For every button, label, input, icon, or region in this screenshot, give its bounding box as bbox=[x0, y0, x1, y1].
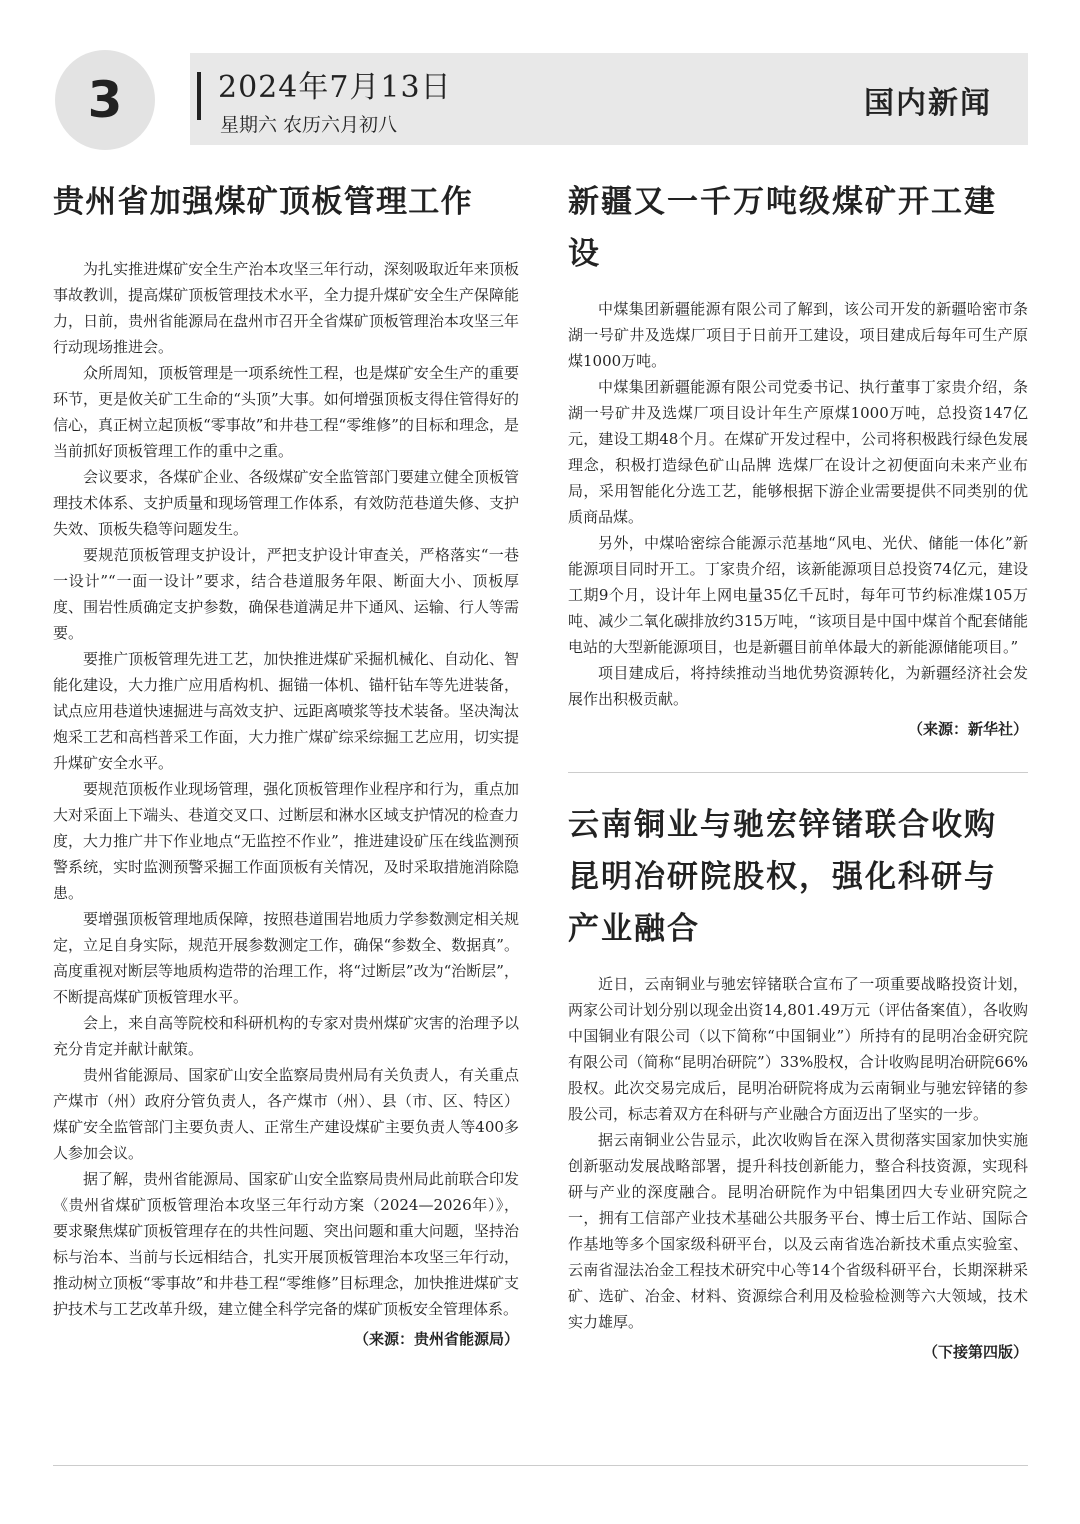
paragraph: 要推广顶板管理先进工艺，加快推进煤矿采掘机械化、自动化、智能化建设，大力推广应用盾构机、掘锚一体机、锚杆钻车等先进装备，试点应用巷道快速掘进与高效支护、远距离喷浆等技术装备。坚决淘汰炮采工艺和高档普采工作面，大力推广煤矿综采综掘工艺应用，切实提升煤矿安全水平。 bbox=[53, 650, 519, 772]
paragraph: 要规范顶板管理支护设计，严把支护设计审查关，严格落实“一巷一设计”“一面一设计”要求，结合巷道服务年限、断面大小、顶板厚度、围岩性质确定支护参数，确保巷道满足井下通风、运输、行人等需要。 bbox=[53, 546, 519, 642]
paragraph: 会议要求，各煤矿企业、各级煤矿安全监管部门要建立健全顶板管理技术体系、支护质量和现场管理工作体系，有效防范巷道失修、支护失效、顶板失稳等问题发生。 bbox=[53, 468, 519, 538]
weekday-lunar-date: 星期六 农历六月初八 bbox=[220, 114, 398, 136]
left-article bbox=[53, 176, 519, 1354]
paragraph: 中煤集团新疆能源有限公司党委书记、执行董事丁家贵介绍，条湖一号矿井及选煤厂项目设计年生产原煤1000万吨，总投资147亿元，建设工期48个月。在煤矿开发过程中，公司将积极践行绿色发展理念，积极打造绿色矿山品牌 选煤厂在设计之初便面向未来产业布局，采用智能化分选工艺，能够根据下游企业需要提供不同类别的优质商品煤。 bbox=[568, 378, 1028, 526]
header-divider-bar bbox=[197, 72, 201, 120]
paragraph: 要增强顶板管理地质保障，按照巷道围岩地质力学参数测定相关规定，立足自身实际，规范开展参数测定工作，确保“参数全、数据真”。高度重视对断层等地质构造带的治理工作，将“过断层”改为“治断层”，不断提高煤矿顶板管理水平。 bbox=[53, 910, 519, 1006]
left-article-body bbox=[53, 256, 519, 1322]
footer-divider bbox=[53, 1465, 1028, 1466]
right-article-1-title: 新疆又一千万吨级煤矿开工建设 bbox=[568, 184, 997, 272]
left-article-source: （来源：贵州省能源局） bbox=[353, 1330, 519, 1348]
paragraph: 众所周知，顶板管理是一项系统性工程，也是煤矿安全生产的重要环节，更是攸关矿工生命的“头顶”大事。如何增强顶板支得住管得好的信心，真正树立起顶板“零事故”和井巷工程“零维修”的目标和理念，是当前抓好顶板管理工作的重中之重。 bbox=[53, 364, 519, 460]
paragraph: 会上，来自高等院校和科研机构的专家对贵州煤矿灾害的治理予以充分肯定并献计献策。 bbox=[53, 1014, 519, 1058]
paragraph: 要规范顶板作业现场管理，强化顶板管理作业程序和行为，重点加大对采面上下端头、巷道交叉口、过断层和淋水区域支护情况的检查力度，大力推广井下作业地点“无监控不作业”，推进建设矿压在线监测预警系统，实时监测预警采掘工作面顶板有关情况，及时采取措施消除隐患。 bbox=[53, 780, 519, 902]
right-article-2-title: 云南铜业与驰宏锌锗联合收购昆明冶研院股权，强化科研与产业融合 bbox=[568, 807, 997, 947]
paragraph: 据了解，贵州省能源局、国家矿山安全监察局贵州局此前联合印发《贵州省煤矿顶板管理治本攻坚三年行动方案（2024—2026年）》，要求聚焦煤矿顶板管理存在的共性问题、突出问题和重大问题，坚持治标与治本、当前与长远相结合，扎实开展顶板管理治本攻坚三年行动，推动树立顶板“零事故”和井巷工程“零维修”目标理念，加快推进煤矿支护技术与工艺改革升级，建立健全科学完备的煤矿顶板安全管理体系。 bbox=[53, 1170, 519, 1318]
left-article-title: 贵州省加强煤矿顶板管理工作 bbox=[53, 184, 473, 220]
right-article-2 bbox=[568, 799, 1028, 1367]
continued-note: （下接第四版） bbox=[922, 1343, 1028, 1361]
right-article-1 bbox=[568, 176, 1028, 744]
paragraph: 中煤集团新疆能源有限公司了解到，该公司开发的新疆哈密市条湖一号矿井及选煤厂项目于日前开工建设，项目建成后每年可生产原煤1000万吨。 bbox=[568, 300, 1028, 370]
right-column bbox=[568, 176, 1028, 1367]
page-number-badge bbox=[55, 50, 155, 150]
paragraph: 近日，云南铜业与驰宏锌锗联合宣布了一项重要战略投资计划，两家公司计划分别以现金出资14,801.49万元（评估备案值），各收购中国铜业有限公司（以下简称“中国铜业”）所持有的昆明冶金研究院有限公司（简称“昆明冶研院”）33%股权，合计收购昆明冶研院66%股权。此次交易完成后，昆明冶研院将成为云南铜业与驰宏锌锗的参股公司，标志着双方在科研与产业融合方面迈出了坚实的一步。 bbox=[568, 975, 1028, 1123]
page-number: 3 bbox=[87, 71, 123, 129]
paragraph: 据云南铜业公告显示，此次收购旨在深入贯彻落实国家加快实施创新驱动发展战略部署，提升科技创新能力，整合科技资源，实现科研与产业的深度融合。昆明冶研院作为中铝集团四大专业研究院之一，拥有工信部产业技术基础公共服务平台、博士后工作站、国际合作基地等多个国家级科研平台，以及云南省选冶新技术重点实验室、云南省湿法冶金工程技术研究中心等14个省级科研平台，长期深耕采矿、选矿、冶金、材料、资源综合利用及检验检测等六大领域，技术实力雄厚。 bbox=[568, 1131, 1028, 1331]
paragraph: 为扎实推进煤矿安全生产治本攻坚三年行动，深刻吸取近年来顶板事故教训，提高煤矿顶板管理技术水平，全力提升煤矿安全生产保障能力，日前，贵州省能源局在盘州市召开全省煤矿顶板管理治本攻坚三年行动现场推进会。 bbox=[53, 260, 519, 356]
section-title: 国内新闻 bbox=[864, 86, 992, 121]
paragraph: 项目建成后，将持续推动当地优势资源转化，为新疆经济社会发展作出积极贡献。 bbox=[568, 664, 1028, 708]
paragraph: 贵州省能源局、国家矿山安全监察局贵州局有关负责人，有关重点产煤市（州）政府分管负责人，各产煤市（州）、县（市、区、特区）煤矿安全监管部门主要负责人、正常生产建设煤矿主要负责人等400多人参加会议。 bbox=[53, 1066, 519, 1162]
right-article-1-source: （来源：新华社） bbox=[907, 720, 1028, 738]
issue-date: 2024年7月13日 bbox=[218, 70, 452, 105]
paragraph: 另外，中煤哈密综合能源示范基地“风电、光伏、储能一体化”新能源项目同时开工。丁家贵介绍，该新能源项目总投资74亿元，建设工期9个月，设计年上网电量35亿千瓦时，每年可节约标准煤105万吨、减少二氧化碳排放约315万吨，“该项目是中国中煤首个配套储能电站的大型新能源项目，也是新疆目前单体最大的新能源储能项目。” bbox=[568, 534, 1028, 656]
article-divider bbox=[568, 772, 1028, 773]
